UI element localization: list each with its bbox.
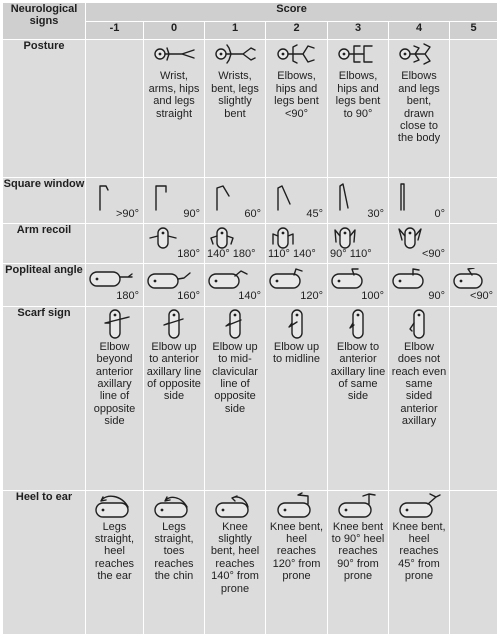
posture-cell <box>266 40 328 177</box>
score-col-header: -1 <box>86 22 144 40</box>
scarf-cell <box>389 306 450 490</box>
angle-value: 90° <box>428 290 445 303</box>
heel-cell <box>144 490 205 634</box>
arm-recoil-cell <box>450 224 498 264</box>
leg-angle-icon <box>207 268 253 290</box>
angle-value: 140° 180° <box>207 248 256 261</box>
angle-value: 90° 110° <box>330 248 372 261</box>
wrist-angle-icon <box>336 180 366 214</box>
heel-desc: Knee slightly bent, heel reaches 140° from prone <box>210 520 260 595</box>
wrist-angle-icon <box>152 182 182 212</box>
scarf-arm-icon <box>277 307 317 341</box>
angle-value: 60° <box>244 207 261 220</box>
posture-cell <box>328 40 389 177</box>
scarf-desc: Elbow to anterior axillary line of same side <box>330 340 386 403</box>
posture-cell <box>205 40 266 177</box>
heel-desc: Knee bent to 90° heel reaches 90° from prone <box>331 520 385 583</box>
angle-value: <90° <box>470 290 494 303</box>
arm-recoil-cell <box>389 224 450 264</box>
arm-recoil-cell <box>266 224 328 264</box>
leg-angle-icon <box>452 268 492 290</box>
angle-value: 0° <box>434 207 445 220</box>
angle-value: 45° <box>306 207 323 220</box>
posture-cell <box>450 40 498 177</box>
square-window-cell <box>450 177 498 223</box>
square-window-cell <box>205 177 266 223</box>
arm-recoil-cell <box>144 224 205 264</box>
posture-desc: Elbows, hips and legs bent to 90° <box>335 70 381 120</box>
heel-desc: Knee bent, heel reaches 120° from prone <box>269 520 324 583</box>
leg-angle-icon <box>268 268 314 290</box>
baby-posture-icon <box>152 40 196 70</box>
arm-recoil-cell <box>328 224 389 264</box>
posture-desc: Wrist, arms, hips and legs straight <box>148 70 200 120</box>
baby-posture-icon <box>397 40 441 70</box>
posture-cell <box>144 40 205 177</box>
scarf-arm-icon <box>215 307 255 341</box>
heel-ear-icon <box>274 491 320 521</box>
heel-ear-icon <box>151 491 197 521</box>
posture-desc: Elbows and legs bent, drawn close to the body <box>397 70 441 145</box>
scarf-cell <box>266 306 328 490</box>
posture-cell <box>86 40 144 177</box>
scarf-cell <box>205 306 266 490</box>
angle-value: 180° <box>116 290 139 303</box>
popliteal-cell <box>450 264 498 306</box>
posture-desc: Elbows, hips and legs bent <90° <box>274 70 319 120</box>
arm-recoil-cell <box>205 224 266 264</box>
posture-cell <box>389 40 450 177</box>
angle-value: 180° <box>177 248 200 261</box>
popliteal-cell <box>205 264 266 306</box>
scarf-arm-icon <box>95 307 135 341</box>
heel-ear-icon <box>92 491 138 521</box>
scarf-cell <box>144 306 205 490</box>
popliteal-cell <box>266 264 328 306</box>
heel-cell <box>205 490 266 634</box>
row-label-popliteal-angle: Popliteal angle <box>3 264 86 306</box>
row-label-posture: Posture <box>3 40 86 177</box>
scarf-arm-icon <box>338 307 378 341</box>
leg-angle-icon <box>88 268 134 290</box>
row-label-square-window: Square window <box>3 177 86 223</box>
heel-cell <box>266 490 328 634</box>
heel-desc: Knee bent, heel reaches 45° from prone <box>392 520 446 583</box>
angle-value: 100° <box>361 290 384 303</box>
ballard-score-table <box>2 2 498 635</box>
scarf-desc: Elbow up to mid-clavicular line of opposite side <box>212 340 258 415</box>
score-col-header: 3 <box>328 22 389 40</box>
heel-ear-icon <box>335 491 381 521</box>
angle-value: 90° <box>183 207 200 220</box>
posture-desc: Wrists, bent, legs slightly bent <box>211 70 259 120</box>
row-label-arm-recoil: Arm recoil <box>3 224 86 264</box>
angle-value: 120° <box>300 290 323 303</box>
popliteal-cell <box>144 264 205 306</box>
heel-ear-icon <box>212 491 258 521</box>
scarf-arm-icon <box>154 307 194 341</box>
square-window-cell <box>266 177 328 223</box>
leg-angle-icon <box>146 268 192 290</box>
heel-desc: Legs straight, toes reaches the chin <box>154 520 194 583</box>
popliteal-cell <box>328 264 389 306</box>
header-score: Score <box>86 3 498 22</box>
baby-posture-icon <box>275 40 319 70</box>
scarf-arm-icon <box>399 307 439 341</box>
angle-value: 160° <box>177 290 200 303</box>
score-col-header: 1 <box>205 22 266 40</box>
angle-value: 110° 140° <box>268 248 316 261</box>
heel-cell <box>328 490 389 634</box>
score-col-header: 5 <box>450 22 498 40</box>
leg-angle-icon <box>391 268 437 290</box>
score-col-header: 0 <box>144 22 205 40</box>
baby-posture-icon <box>336 40 380 70</box>
score-col-header: 2 <box>266 22 328 40</box>
heel-cell <box>450 490 498 634</box>
wrist-angle-icon <box>274 182 304 212</box>
heel-desc: Legs straight, heel reaches the ear <box>94 520 135 583</box>
angle-value: >90° <box>115 207 139 220</box>
leg-angle-icon <box>330 268 376 290</box>
angle-value: <90° <box>421 248 445 261</box>
heel-cell <box>86 490 144 634</box>
row-label-heel-to-ear: Heel to ear <box>3 490 86 634</box>
heel-cell <box>389 490 450 634</box>
wrist-angle-icon <box>397 180 427 214</box>
popliteal-cell <box>389 264 450 306</box>
popliteal-cell <box>86 264 144 306</box>
arm-recoil-cell <box>86 224 144 264</box>
score-col-header: 4 <box>389 22 450 40</box>
scarf-desc: Elbow does not reach even same sided anterior axillary <box>391 340 447 428</box>
arm-recoil-icon <box>146 226 180 252</box>
angle-value: 140° <box>238 290 261 303</box>
scarf-desc: Elbow beyond anterior axillary line of opposite side <box>93 340 136 428</box>
square-window-cell <box>86 177 144 223</box>
baby-posture-icon <box>213 40 257 70</box>
row-label-scarf-sign: Scarf sign <box>3 306 86 490</box>
header-signs: Neurological signs <box>3 3 86 40</box>
scarf-desc: Elbow up to anterior axillary line of opposite side <box>146 340 202 403</box>
scarf-cell <box>450 306 498 490</box>
scarf-desc: Elbow up to midline <box>272 340 321 366</box>
scarf-cell <box>328 306 389 490</box>
square-window-cell <box>389 177 450 223</box>
heel-ear-icon <box>396 491 442 521</box>
scarf-cell <box>86 306 144 490</box>
wrist-angle-icon <box>213 182 243 212</box>
angle-value: 30° <box>367 207 384 220</box>
square-window-cell <box>144 177 205 223</box>
square-window-cell <box>328 177 389 223</box>
